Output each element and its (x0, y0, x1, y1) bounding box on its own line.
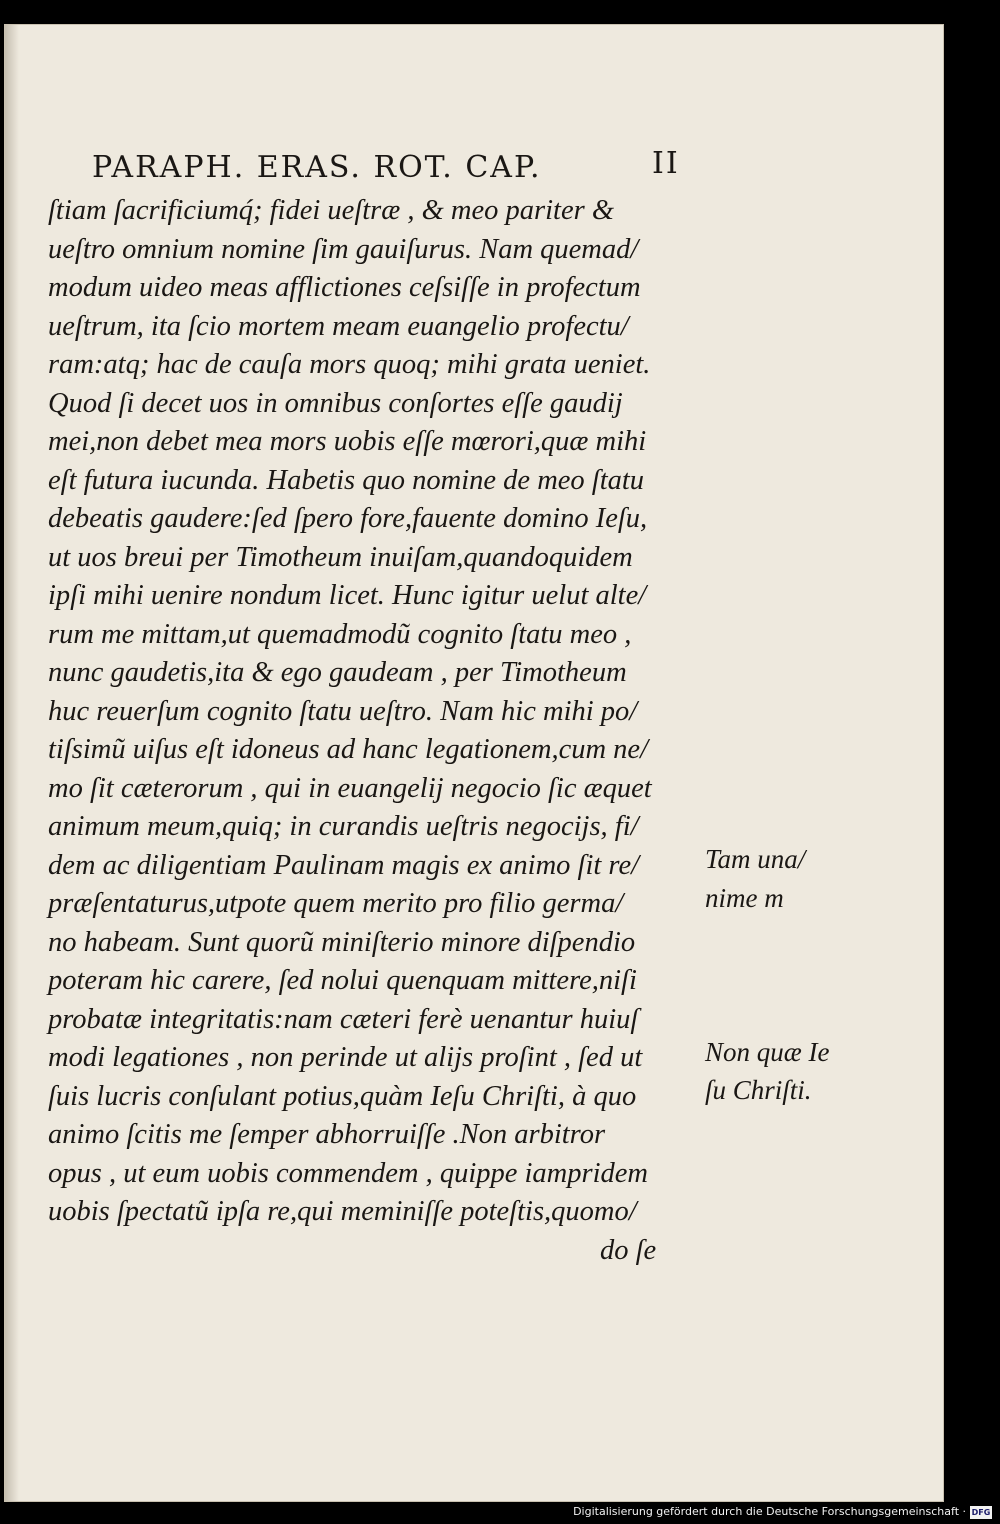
text-line: animo ſcitis me ſemper abhorruiſſe .Non arbitror (48, 1119, 606, 1150)
text-line: ram:atq; hac de cauſa mors quoq; mihi grata ueniet. (48, 349, 651, 380)
margin-note: ſu Chriſti. (705, 1075, 812, 1105)
text-line: tiſsimũ uiſus eſt idoneus ad hanc legationem,cum ne/ (48, 734, 649, 765)
running-head (92, 146, 692, 190)
text-line: opus , ut eum uobis commendem , quippe iampridem (48, 1157, 649, 1189)
body-text (48, 192, 708, 1270)
text-line: debeatis gaudere:ſed ſpero fore,fauente domino Ieſu, (48, 503, 648, 534)
text-line: huc reuerſum cognito ſtatu ueſtro. Nam hic mihi po/ (48, 695, 638, 727)
dfg-logo: DFG (971, 1508, 991, 1517)
margin-note: Non quæ Ie (705, 1036, 830, 1067)
text-line: eſt futura iucunda. Habetis quo nomine de meo ſtatu (48, 464, 645, 496)
running-head-title: PARAPH. ERAS. ROT. CAP. (92, 150, 542, 185)
text-line: ueſtrum, ita ſcio mortem meam euangelio profectu/ (48, 310, 629, 342)
text-line: poteram hic carere, ſed nolui quenquam mittere,niſi (48, 965, 637, 996)
margin-note: nime m (705, 882, 784, 913)
text-line: ſtiam ſacrificiumq́; fidei ueſtræ , & meo pariter & (48, 195, 614, 226)
text-line: rum me mittam,ut quemadmodũ cognito ſtatu meo , (48, 618, 632, 650)
text-line: uobis ſpectatũ ipſa re,qui meminiſſe poteſtis,quomo/ (48, 1196, 637, 1227)
text-line: modi legationes , non perinde ut alijs proſint , ſed ut (48, 1042, 643, 1073)
text-line: ipſi mihi uenire nondum licet. Hunc igitur uelut alte/ (48, 580, 647, 611)
text-line: ut uos breui per Timotheum inuiſam,quandoquidem (48, 541, 633, 573)
text-line: ſuis lucris conſulant potius,quàm Ieſu Chriſti, à quo (48, 1080, 637, 1112)
page-gutter-shadow (5, 25, 19, 1501)
text-line: probatæ integritatis:nam cæteri ferè uenantur huiuſ (48, 1003, 639, 1035)
text-line: dem ac diligentiam Paulinam magis ex animo ſit re/ (48, 849, 640, 881)
digitization-footer (0, 1502, 1000, 1524)
text-line: modum uideo meas afflictiones ceſsiſſe in profectum (48, 272, 641, 303)
folio-number: II (652, 146, 680, 181)
text-line: mei,non debet mea mors uobis eſſe mœrori,quæ mihi (48, 426, 647, 457)
text-line: do ſe (600, 1234, 657, 1266)
text-line: nunc gaudetis,ita & ego gaudeam , per Timotheum (48, 657, 627, 688)
margin-note: Tam una/ (705, 844, 806, 874)
text-line: Quod ſi decet uos in omnibus conſortes eſſe gaudij (48, 387, 623, 419)
funding-credit: Digitalisierung gefördert durch die Deutsche Forschungsgemeinschaft · (573, 1505, 966, 1518)
text-line: no habeam. Sunt quorũ miniſterio minore diſpendio (48, 926, 636, 958)
text-line: ueſtro omnium nomine ſim gauiſurus. Nam quemad/ (48, 233, 639, 265)
text-line: præſentaturus,utpote quem merito pro filio germa/ (48, 888, 624, 919)
text-line: mo ſit cæterorum , qui in euangelij negocio ſic æquet (48, 772, 652, 804)
text-line: animum meum,quiq; in curandis ueſtris negocijs, fi/ (48, 811, 639, 842)
